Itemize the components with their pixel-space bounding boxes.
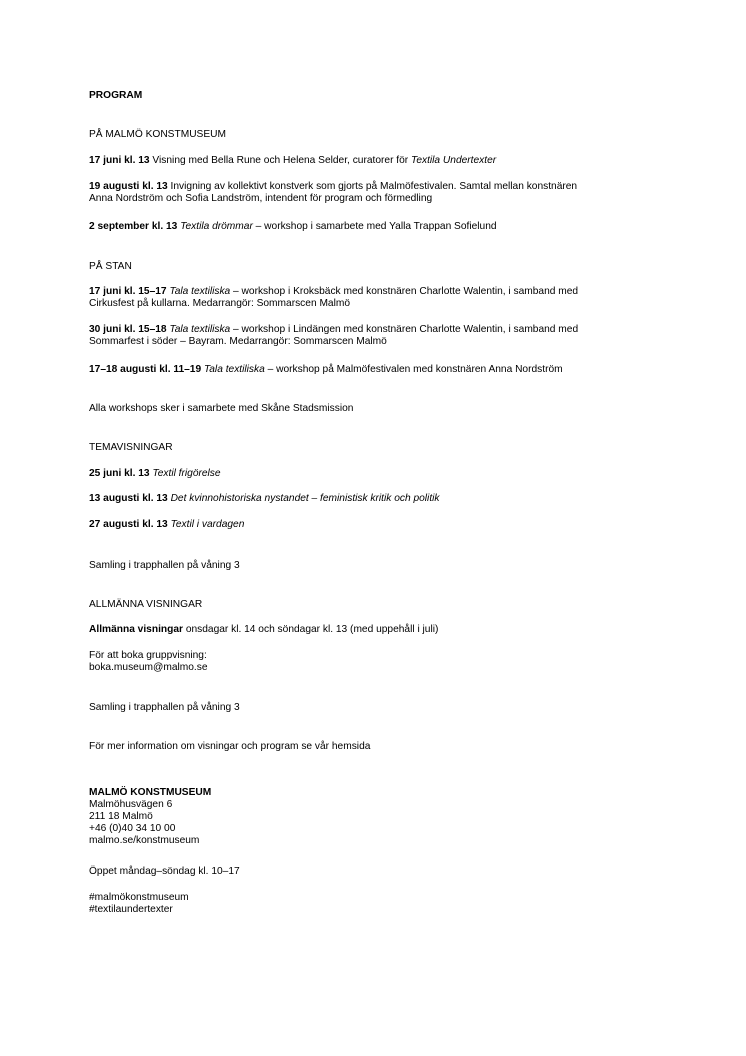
booking-label: För att boka gruppvisning: [89,650,207,661]
general-note: Samling i trapphallen på våning 3 [89,702,240,713]
event-text: – workshop på Malmöfestivalen med konstnären Anna Nordström [264,364,563,375]
event-title: Det kvinnohistoriska nystandet – feministisk kritik och politik [170,493,440,504]
program-heading: PROGRAM [89,90,143,101]
event-text-cont: Sommarfest i söder – Bayram. Medarrangör: Sommarscen Malmö [89,336,387,347]
event-text: – workshop i Kroksbäck med konstnären Charlotte Walentin, i samband med [230,286,579,297]
event-item [89,364,669,376]
event-date: 17–18 augusti kl. 11–19 [89,364,202,375]
event-date: 13 augusti kl. 13 [89,493,168,504]
event-item [89,286,669,310]
event-item [89,155,669,167]
info-text: För mer information om visningar och program se vår hemsida [89,741,371,752]
event-text: Invigning av kollektivt konstverk som gjorts på Malmöfestivalen. Samtal mellan konstnären [167,181,578,192]
website: malmo.se/konstmuseum [89,835,200,846]
event-date: 2 september kl. 13 [89,221,178,232]
tema-note: Samling i trapphallen på våning 3 [89,560,240,571]
event-text-cont: Cirkusfest på kullarna. Medarrangör: Sommarscen Malmö [89,298,351,309]
general-schedule: onsdagar kl. 14 och söndagar kl. 13 (med uppehåll i juli) [182,624,439,635]
address-line: 211 18 Malmö [89,811,153,822]
stan-note: Alla workshops sker i samarbete med Skåne Stadsmission [89,403,354,414]
event-title: Textila Undertexter [411,155,497,166]
event-title: Tala textiliska [203,364,265,375]
general-section-title: ALLMÄNNA VISNINGAR [89,599,203,610]
event-item [89,181,669,205]
event-title: Textil i vardagen [170,519,245,530]
event-text: – workshop i Lindängen med konstnären Charlotte Walentin, i samband med [230,324,579,335]
hashtag: #textilaundertexter [89,904,173,915]
event-item [89,493,669,505]
event-date: 30 juni kl. 15–18 [89,324,167,335]
event-date: 17 juni kl. 15–17 [89,286,167,297]
event-title: Tala textiliska [169,286,231,297]
event-item [89,519,669,531]
event-date: 19 augusti kl. 13 [89,181,168,192]
hashtags [89,892,669,916]
general-text [89,624,669,636]
contact-block [89,787,669,847]
museum-name: MALMÖ KONSTMUSEUM [89,787,212,798]
museum-section-title: PÅ MALMÖ KONSTMUSEUM [89,129,226,140]
booking-info [89,650,669,674]
event-title: Textila drömmar [180,221,253,232]
event-text: Visning med Bella Rune och Helena Selder, curatorer för [149,155,412,166]
event-item [89,324,669,348]
booking-email: boka.museum@malmo.se [89,662,208,673]
tema-section-title: TEMAVISNINGAR [89,442,173,453]
address-line: Malmöhusvägen 6 [89,799,173,810]
hashtag: #malmökonstmuseum [89,892,189,903]
opening-hours: Öppet måndag–söndag kl. 10–17 [89,866,240,877]
event-title: Tala textiliska [169,324,231,335]
event-item [89,221,669,233]
event-item [89,468,669,480]
event-text: – workshop i samarbete med Yalla Trappan Sofielund [252,221,497,232]
event-title: Textil frigörelse [152,468,221,479]
event-text-cont: Anna Nordström och Sofia Landström, intendent för program och förmedling [89,193,433,204]
event-date: 27 augusti kl. 13 [89,519,168,530]
stan-section-title: PÅ STAN [89,261,132,272]
general-bold: Allmänna visningar [89,624,183,635]
event-date: 25 juni kl. 13 [89,468,150,479]
phone: +46 (0)40 34 10 00 [89,823,176,834]
event-date: 17 juni kl. 13 [89,155,150,166]
